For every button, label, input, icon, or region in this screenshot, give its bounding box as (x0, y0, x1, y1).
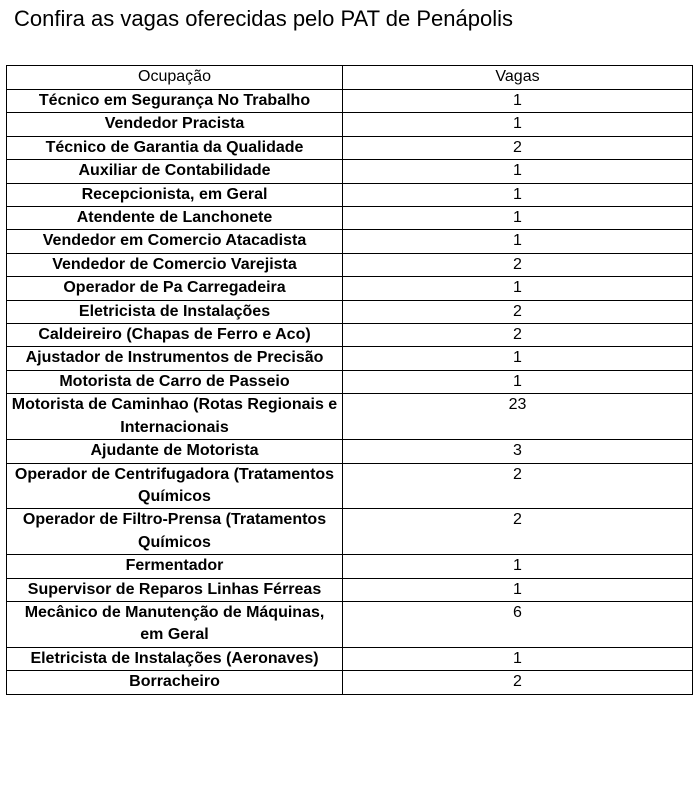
table-header-row (7, 66, 693, 90)
occupation-cell: Operador de Filtro-Prensa (Tratamentos Químicos (7, 509, 343, 555)
header-occupation: Ocupação (7, 66, 343, 90)
occupation-cell: Motorista de Caminhao (Rotas Regionais e Internacionais (7, 394, 343, 440)
occupation-cell: Eletricista de Instalações (7, 300, 343, 323)
openings-cell: 2 (343, 509, 693, 555)
table-row (7, 300, 693, 323)
table-row (7, 230, 693, 253)
table-row (7, 394, 693, 440)
table-row (7, 578, 693, 601)
openings-cell: 2 (343, 324, 693, 347)
table-row (7, 253, 693, 276)
table-row (7, 183, 693, 206)
occupation-cell: Ajustador de Instrumentos de Precisão (7, 347, 343, 370)
table-row (7, 324, 693, 347)
openings-cell: 3 (343, 440, 693, 463)
occupation-cell: Auxiliar de Contabilidade (7, 160, 343, 183)
occupation-cell: Vendedor de Comercio Varejista (7, 253, 343, 276)
occupation-cell: Caldeireiro (Chapas de Ferro e Aco) (7, 324, 343, 347)
openings-cell: 1 (343, 207, 693, 230)
occupation-cell: Técnico de Garantia da Qualidade (7, 136, 343, 159)
table-row (7, 90, 693, 113)
openings-cell: 1 (343, 277, 693, 300)
openings-cell: 2 (343, 253, 693, 276)
occupation-cell: Operador de Centrifugadora (Tratamentos Químicos (7, 463, 343, 509)
page-title: Confira as vagas oferecidas pelo PAT de Penápolis (14, 6, 513, 31)
table-row (7, 647, 693, 670)
table-row (7, 555, 693, 578)
table-row (7, 136, 693, 159)
header-openings: Vagas (343, 66, 693, 90)
openings-cell: 1 (343, 370, 693, 393)
openings-cell: 1 (343, 555, 693, 578)
openings-cell: 1 (343, 578, 693, 601)
occupation-cell: Motorista de Carro de Passeio (7, 370, 343, 393)
openings-cell: 1 (343, 90, 693, 113)
openings-cell: 1 (343, 160, 693, 183)
openings-cell: 2 (343, 300, 693, 323)
table-row (7, 160, 693, 183)
openings-cell: 1 (343, 647, 693, 670)
table-row (7, 277, 693, 300)
occupation-cell: Borracheiro (7, 671, 343, 694)
occupation-cell: Operador de Pa Carregadeira (7, 277, 343, 300)
openings-cell: 1 (343, 347, 693, 370)
openings-cell: 2 (343, 671, 693, 694)
table-row (7, 113, 693, 136)
openings-cell: 1 (343, 183, 693, 206)
occupation-cell: Técnico em Segurança No Trabalho (7, 90, 343, 113)
table-row (7, 671, 693, 694)
occupation-cell: Eletricista de Instalações (Aeronaves) (7, 647, 343, 670)
table-row (7, 207, 693, 230)
openings-cell: 23 (343, 394, 693, 440)
table-row (7, 601, 693, 647)
occupation-cell: Recepcionista, em Geral (7, 183, 343, 206)
job-openings-table (6, 65, 693, 695)
table-row (7, 440, 693, 463)
occupation-cell: Atendente de Lanchonete (7, 207, 343, 230)
table-row (7, 463, 693, 509)
openings-cell: 2 (343, 136, 693, 159)
occupation-cell: Vendedor em Comercio Atacadista (7, 230, 343, 253)
openings-cell: 6 (343, 601, 693, 647)
occupation-cell: Vendedor Pracista (7, 113, 343, 136)
openings-cell: 2 (343, 463, 693, 509)
openings-cell: 1 (343, 113, 693, 136)
table-row (7, 347, 693, 370)
occupation-cell: Ajudante de Motorista (7, 440, 343, 463)
openings-cell: 1 (343, 230, 693, 253)
occupation-cell: Fermentador (7, 555, 343, 578)
occupation-cell: Mecânico de Manutenção de Máquinas, em Geral (7, 601, 343, 647)
table-row (7, 509, 693, 555)
table-row (7, 370, 693, 393)
occupation-cell: Supervisor de Reparos Linhas Férreas (7, 578, 343, 601)
